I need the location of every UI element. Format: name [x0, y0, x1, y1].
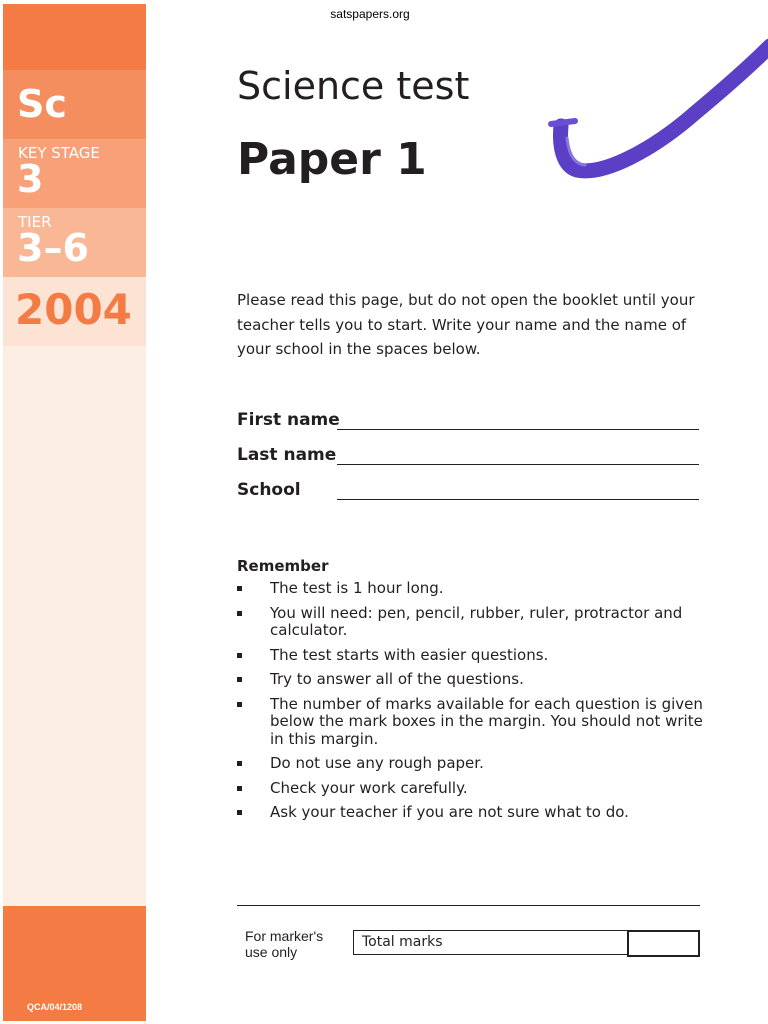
- checkmark-icon: [545, 38, 768, 183]
- last-name-field[interactable]: [237, 445, 699, 471]
- sidebar-year-block: [3, 277, 146, 346]
- page-title: Science test: [237, 64, 470, 108]
- sidebar-top-band: [3, 4, 146, 70]
- list-item: You will need: pen, pencil, rubber, ruler, protractor and calculator.: [237, 605, 707, 640]
- first-name-label: First name: [237, 410, 340, 430]
- school-line[interactable]: [337, 499, 699, 500]
- tier-label: TIER: [18, 213, 52, 231]
- list-item: Check your work carefully.: [237, 780, 707, 798]
- sidebar-key-stage-block: [3, 139, 146, 208]
- marker-note: [245, 928, 323, 960]
- sidebar-subject-block: [3, 70, 146, 139]
- remember-heading: Remember: [237, 557, 329, 575]
- bullet-icon: [237, 702, 242, 707]
- bullet-icon: [237, 810, 242, 815]
- intro-text: Please read this page, but do not open the booklet until your teacher tells you to start. Write your name and the name of your school in the spaces below.: [237, 291, 695, 358]
- tier-value: 3–6: [17, 226, 89, 270]
- sidebar: [3, 4, 146, 1021]
- total-marks-label-box: [353, 930, 628, 955]
- bullet-icon: [237, 586, 242, 591]
- key-stage-label: KEY STAGE: [18, 144, 100, 162]
- marker-note-line2: use only: [245, 944, 298, 960]
- total-marks-input[interactable]: [627, 930, 700, 957]
- watermark: satspapers.org: [330, 7, 410, 21]
- list-item: The number of marks available for each question is given below the mark boxes in the margin. You should not write in this margin.: [237, 696, 707, 749]
- paper-number: Paper 1: [237, 134, 427, 185]
- last-name-label: Last name: [237, 445, 337, 465]
- school-field[interactable]: [237, 480, 699, 506]
- first-name-field[interactable]: [237, 410, 699, 436]
- divider: [237, 905, 700, 906]
- list-item: Ask your teacher if you are not sure what to do.: [237, 804, 707, 822]
- list-item: Do not use any rough paper.: [237, 755, 707, 773]
- document-code: QCA/04/1208: [27, 1002, 83, 1012]
- marker-note-line1: For marker's: [245, 928, 324, 944]
- last-name-line[interactable]: [337, 464, 699, 465]
- bullet-icon: [237, 653, 242, 658]
- total-marks-label: Total marks: [362, 934, 443, 950]
- list-item: The test starts with easier questions.: [237, 647, 707, 665]
- bullet-icon: [237, 761, 242, 766]
- sidebar-bottom-band: [3, 906, 146, 1021]
- remember-list: [237, 580, 707, 829]
- bullet-icon: [237, 786, 242, 791]
- subject-code: Sc: [17, 82, 67, 126]
- bullet-icon: [237, 677, 242, 682]
- year: 2004: [15, 285, 132, 334]
- list-item: Try to answer all of the questions.: [237, 671, 707, 689]
- first-name-line[interactable]: [337, 429, 699, 430]
- bullet-icon: [237, 611, 242, 616]
- list-item: The test is 1 hour long.: [237, 580, 707, 598]
- sidebar-tier-block: [3, 208, 146, 277]
- key-stage-value: 3: [17, 157, 44, 201]
- school-label: School: [237, 480, 301, 500]
